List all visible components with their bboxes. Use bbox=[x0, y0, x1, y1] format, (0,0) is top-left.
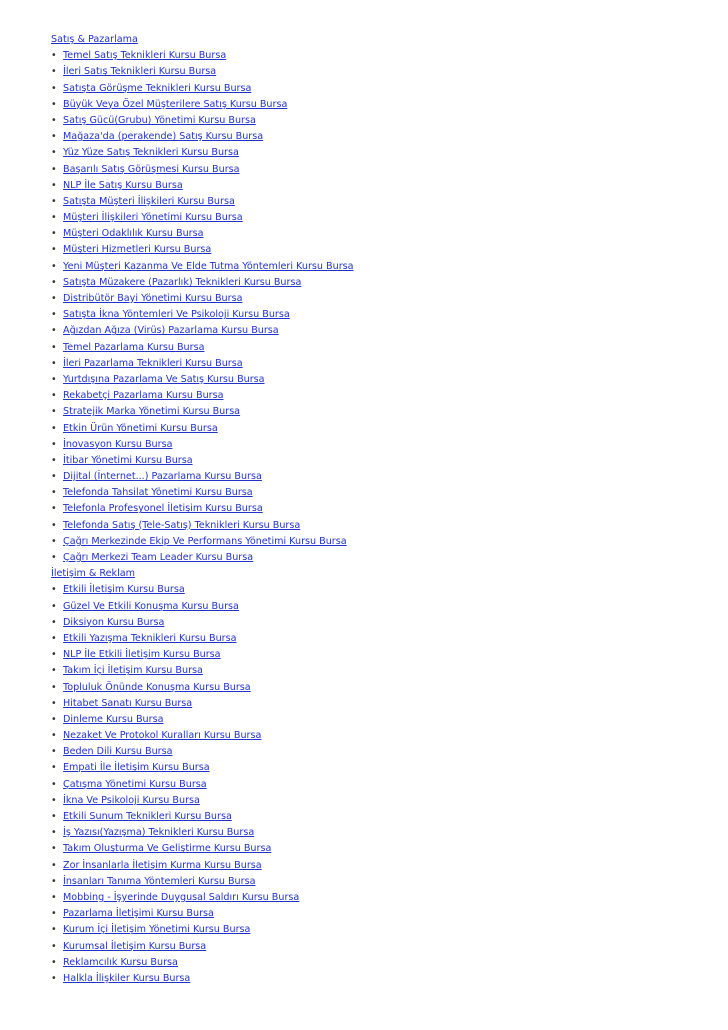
list-item bbox=[51, 501, 711, 517]
course-link[interactable]: Satışta Müşteri İlişkileri Kursu Bursa bbox=[63, 195, 235, 207]
course-link[interactable]: İnsanları Tanıma Yöntemleri Kursu Bursa bbox=[63, 875, 256, 887]
course-link[interactable]: İleri Satış Teknikleri Kursu Bursa bbox=[63, 66, 217, 78]
list-item bbox=[51, 178, 711, 194]
list-item bbox=[51, 210, 711, 226]
course-link-list bbox=[51, 48, 711, 566]
section-heading[interactable]: Satış & Pazarlama bbox=[51, 34, 138, 45]
bullet-icon: • bbox=[51, 212, 57, 224]
list-item bbox=[51, 728, 711, 744]
course-link[interactable]: Dijital (İnternet...) Pazarlama Kursu Bursa bbox=[63, 471, 262, 483]
list-item bbox=[51, 825, 711, 841]
bullet-icon: • bbox=[51, 972, 57, 984]
course-link[interactable]: Müşteri İlişkileri Yönetimi Kursu Bursa bbox=[63, 212, 243, 224]
course-link[interactable]: İnovasyon Kursu Bursa bbox=[63, 438, 173, 450]
bullet-icon: • bbox=[51, 341, 57, 353]
bullet-icon: • bbox=[51, 438, 57, 450]
course-link[interactable]: Pazarlama İletişimi Kursu Bursa bbox=[63, 908, 214, 920]
bullet-icon: • bbox=[51, 632, 57, 644]
list-item bbox=[51, 777, 711, 793]
bullet-icon: • bbox=[51, 843, 57, 855]
course-link[interactable]: Zor İnsanlarla İletişim Kurma Kursu Bursa bbox=[63, 859, 262, 871]
list-item bbox=[51, 939, 711, 955]
course-link[interactable]: Çatışma Yönetimi Kursu Bursa bbox=[63, 778, 207, 790]
bullet-icon: • bbox=[51, 584, 57, 596]
course-link[interactable]: Satışta Görüşme Teknikleri Kursu Bursa bbox=[63, 82, 252, 94]
bullet-icon: • bbox=[51, 276, 57, 288]
list-item bbox=[51, 760, 711, 776]
bullet-icon: • bbox=[51, 519, 57, 531]
list-item bbox=[51, 372, 711, 388]
list-item bbox=[51, 647, 711, 663]
bullet-icon: • bbox=[51, 260, 57, 272]
list-item bbox=[51, 696, 711, 712]
bullet-icon: • bbox=[51, 373, 57, 385]
list-item bbox=[51, 599, 711, 615]
bullet-icon: • bbox=[51, 859, 57, 871]
course-link[interactable]: Etkili Sunum Teknikleri Kursu Bursa bbox=[63, 811, 232, 822]
bullet-icon: • bbox=[51, 390, 57, 402]
bullet-icon: • bbox=[51, 195, 57, 207]
course-link[interactable]: İleri Pazarlama Teknikleri Kursu Bursa bbox=[63, 357, 243, 369]
list-item bbox=[51, 712, 711, 728]
course-link[interactable]: İş Yazısı(Yazışma) Teknikleri Kursu Bursa bbox=[63, 827, 255, 839]
list-item bbox=[51, 858, 711, 874]
course-link[interactable]: Takım Oluşturma Ve Geliştirme Kursu Bursa bbox=[63, 843, 272, 855]
bullet-icon: • bbox=[51, 713, 57, 725]
course-link[interactable]: Hitabet Sanatı Kursu Bursa bbox=[63, 697, 193, 709]
course-link[interactable]: Halkla İlişkiler Kursu Bursa bbox=[63, 972, 191, 984]
course-link[interactable]: Yurtdışına Pazarlama Ve Satış Kursu Bursa bbox=[63, 373, 265, 385]
list-item bbox=[51, 615, 711, 631]
sections-container bbox=[51, 32, 711, 987]
list-item bbox=[51, 194, 711, 210]
list-item bbox=[51, 874, 711, 890]
bullet-icon: • bbox=[51, 131, 57, 143]
course-link[interactable]: Nezaket Ve Protokol Kuralları Kursu Bursa bbox=[63, 730, 262, 742]
bullet-icon: • bbox=[51, 422, 57, 434]
course-link[interactable]: Reklamcılık Kursu Bursa bbox=[63, 956, 178, 968]
bullet-icon: • bbox=[51, 811, 57, 822]
list-item bbox=[51, 663, 711, 679]
list-item bbox=[51, 534, 711, 550]
list-item bbox=[51, 971, 711, 987]
course-link[interactable]: Satışta Müzakere (Pazarlık) Teknikleri Kursu Bursa bbox=[63, 276, 302, 288]
list-item bbox=[51, 744, 711, 760]
bullet-icon: • bbox=[51, 908, 57, 920]
course-link[interactable]: Yüz Yüze Satış Teknikleri Kursu Bursa bbox=[63, 147, 239, 159]
bullet-icon: • bbox=[51, 50, 57, 62]
course-link[interactable]: Çağrı Merkezinde Ekip Ve Performans Yönetimi Kursu Bursa bbox=[63, 535, 347, 547]
list-item bbox=[51, 680, 711, 696]
course-link[interactable]: Temel Satış Teknikleri Kursu Bursa bbox=[63, 50, 227, 62]
bullet-icon: • bbox=[51, 82, 57, 94]
list-item bbox=[51, 48, 711, 64]
bullet-icon: • bbox=[51, 794, 57, 806]
list-item bbox=[51, 631, 711, 647]
list-item bbox=[51, 404, 711, 420]
course-link[interactable]: İkna Ve Psikoloji Kursu Bursa bbox=[63, 794, 200, 806]
list-item bbox=[51, 81, 711, 97]
course-link[interactable]: Satış Gücü(Grubu) Yönetimi Kursu Bursa bbox=[63, 114, 256, 126]
bullet-icon: • bbox=[51, 293, 57, 304]
course-link[interactable]: Mağaza'da (perakende) Satış Kursu Bursa bbox=[63, 131, 264, 143]
list-item bbox=[51, 162, 711, 178]
list-item bbox=[51, 275, 711, 291]
list-item bbox=[51, 291, 711, 307]
bullet-icon: • bbox=[51, 325, 57, 337]
list-item bbox=[51, 906, 711, 922]
bullet-icon: • bbox=[51, 454, 57, 466]
bullet-icon: • bbox=[51, 827, 57, 839]
list-item bbox=[51, 955, 711, 971]
bullet-icon: • bbox=[51, 875, 57, 887]
bullet-icon: • bbox=[51, 471, 57, 483]
course-link-list bbox=[51, 582, 711, 987]
bullet-icon: • bbox=[51, 309, 57, 321]
course-link[interactable]: Ağızdan Ağıza (Virüs) Pazarlama Kursu Bursa bbox=[63, 325, 279, 337]
course-link[interactable]: Güzel Ve Etkili Konuşma Kursu Bursa bbox=[63, 600, 239, 612]
course-link[interactable]: Mobbing - İşyerinde Duygusal Saldırı Kursu Bursa bbox=[63, 891, 300, 903]
bullet-icon: • bbox=[51, 66, 57, 78]
bullet-icon: • bbox=[51, 98, 57, 110]
course-list-page bbox=[51, 32, 711, 987]
bullet-icon: • bbox=[51, 163, 57, 175]
list-item bbox=[51, 437, 711, 453]
list-item bbox=[51, 307, 711, 323]
bullet-icon: • bbox=[51, 940, 57, 952]
bullet-icon: • bbox=[51, 406, 57, 418]
course-link[interactable]: Kurum İçi İletişim Yönetimi Kursu Bursa bbox=[63, 924, 251, 936]
course-link[interactable]: Etkin Ürün Yönetimi Kursu Bursa bbox=[63, 422, 218, 434]
course-link[interactable]: Kurumsal İletişim Kursu Bursa bbox=[63, 940, 207, 952]
list-item bbox=[51, 259, 711, 275]
bullet-icon: • bbox=[51, 357, 57, 369]
list-item bbox=[51, 388, 711, 404]
bullet-icon: • bbox=[51, 487, 57, 499]
course-link[interactable]: Müşteri Hizmetleri Kursu Bursa bbox=[63, 244, 212, 256]
course-link[interactable]: NLP İle Satış Kursu Bursa bbox=[63, 179, 183, 191]
list-item bbox=[51, 113, 711, 129]
list-item bbox=[51, 922, 711, 938]
bullet-icon: • bbox=[51, 503, 57, 515]
course-link[interactable]: NLP İle Etkili İletişim Kursu Bursa bbox=[63, 649, 221, 661]
bullet-icon: • bbox=[51, 730, 57, 742]
course-link[interactable]: Satışta İkna Yöntemleri Ve Psikoloji Kursu Bursa bbox=[63, 309, 290, 321]
list-item bbox=[51, 453, 711, 469]
course-link[interactable]: Etkili İletişim Kursu Bursa bbox=[63, 584, 185, 596]
bullet-icon: • bbox=[51, 616, 57, 628]
bullet-icon: • bbox=[51, 956, 57, 968]
course-link[interactable]: Beden Dili Kursu Bursa bbox=[63, 746, 173, 758]
list-item bbox=[51, 809, 711, 825]
bullet-icon: • bbox=[51, 147, 57, 159]
bullet-icon: • bbox=[51, 600, 57, 612]
list-item bbox=[51, 793, 711, 809]
list-item bbox=[51, 356, 711, 372]
course-link[interactable]: Empati İle İletişim Kursu Bursa bbox=[63, 762, 210, 774]
bullet-icon: • bbox=[51, 649, 57, 661]
course-link[interactable]: Stratejik Marka Yönetimi Kursu Bursa bbox=[63, 406, 241, 418]
list-item bbox=[51, 64, 711, 80]
course-link[interactable]: İtibar Yönetimi Kursu Bursa bbox=[63, 454, 193, 466]
bullet-icon: • bbox=[51, 552, 57, 563]
course-link[interactable]: Büyük Veya Özel Müşterilere Satış Kursu Bursa bbox=[63, 98, 288, 110]
course-link[interactable]: Telefonda Tahsilat Yönetimi Kursu Bursa bbox=[63, 487, 253, 499]
list-item bbox=[51, 242, 711, 258]
bullet-icon: • bbox=[51, 179, 57, 191]
course-link[interactable]: Topluluk Önünde Konuşma Kursu Bursa bbox=[63, 681, 251, 693]
list-item bbox=[51, 421, 711, 437]
bullet-icon: • bbox=[51, 114, 57, 126]
course-link[interactable]: Temel Pazarlama Kursu Bursa bbox=[63, 341, 205, 353]
list-item bbox=[51, 145, 711, 161]
list-item bbox=[51, 582, 711, 598]
list-item bbox=[51, 129, 711, 145]
course-link[interactable]: Başarılı Satış Görüşmesi Kursu Bursa bbox=[63, 163, 240, 175]
bullet-icon: • bbox=[51, 891, 57, 903]
course-link[interactable]: Etkili Yazışma Teknikleri Kursu Bursa bbox=[63, 632, 237, 644]
course-link[interactable]: Takım İçi İletişim Kursu Bursa bbox=[63, 665, 203, 677]
section-heading[interactable]: İletişim & Reklam bbox=[51, 568, 135, 580]
list-item bbox=[51, 469, 711, 485]
bullet-icon: • bbox=[51, 762, 57, 774]
course-link[interactable]: Çağrı Merkezi Team Leader Kursu Bursa bbox=[63, 552, 254, 563]
course-link[interactable]: Diksiyon Kursu Bursa bbox=[63, 616, 165, 628]
course-link[interactable]: Müşteri Odaklılık Kursu Bursa bbox=[63, 228, 204, 240]
list-item bbox=[51, 518, 711, 534]
bullet-icon: • bbox=[51, 535, 57, 547]
bullet-icon: • bbox=[51, 778, 57, 790]
bullet-icon: • bbox=[51, 924, 57, 936]
list-item bbox=[51, 890, 711, 906]
list-item bbox=[51, 226, 711, 242]
list-item bbox=[51, 97, 711, 113]
list-item bbox=[51, 841, 711, 857]
list-item bbox=[51, 550, 711, 566]
course-link[interactable]: Yeni Müşteri Kazanma Ve Elde Tutma Yöntemleri Kursu Bursa bbox=[63, 260, 354, 272]
course-link[interactable]: Rekabetçi Pazarlama Kursu Bursa bbox=[63, 390, 224, 402]
list-item bbox=[51, 323, 711, 339]
bullet-icon: • bbox=[51, 244, 57, 256]
course-link[interactable]: Dinleme Kursu Bursa bbox=[63, 713, 164, 725]
bullet-icon: • bbox=[51, 697, 57, 709]
list-item bbox=[51, 485, 711, 501]
course-link[interactable]: Telefonda Satış (Tele-Satış) Teknikleri Kursu Bursa bbox=[63, 519, 301, 531]
bullet-icon: • bbox=[51, 228, 57, 240]
list-item bbox=[51, 340, 711, 356]
course-link[interactable]: Telefonla Profesyonel İletişim Kursu Bursa bbox=[63, 503, 263, 515]
course-link[interactable]: Distribütör Bayi Yönetimi Kursu Bursa bbox=[63, 293, 243, 304]
bullet-icon: • bbox=[51, 681, 57, 693]
bullet-icon: • bbox=[51, 746, 57, 758]
bullet-icon: • bbox=[51, 665, 57, 677]
